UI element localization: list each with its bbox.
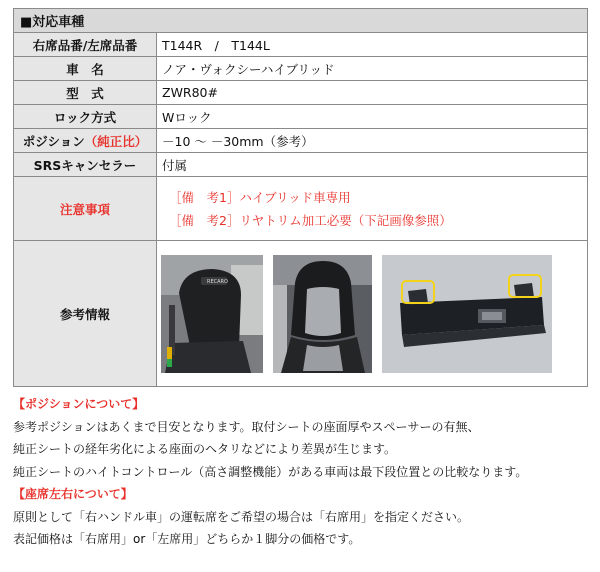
text-line: 純正シートの経年劣化による座面のヘタリなどにより差異が生じます。 [13,442,397,456]
rear-trim-photo [382,255,552,373]
text-line: 表記価格は「右席用」or「左席用」どちらか１脚分の価格です。 [13,532,361,546]
table-row [14,129,588,153]
table-row [14,241,588,387]
car-name-value: ノア・ヴォクシーハイブリッド [157,57,588,81]
position-heading: 【ポジションについて】 [13,397,145,411]
table-row [14,57,588,81]
notes-label: 注意事項 [14,177,157,241]
lock-type-value: Wロック [157,105,588,129]
position-label-accent: （純正比） [84,133,148,149]
note-item: ［備 考1］ハイブリッド車専用 [169,189,351,205]
part-number-value: T144R / T144L [157,33,588,57]
model-code-label: 型 式 [14,81,157,105]
reference-label: 参考情報 [14,241,157,387]
notes-text [13,393,587,551]
seat-side-heading: 【座席左右について】 [13,487,133,501]
table-row [14,177,588,241]
srs-canceller-label: SRSキャンセラー [14,153,157,177]
lock-type-label: ロック方式 [14,105,157,129]
compatibility-table [13,8,588,387]
text-line: 参考ポジションはあくまで目安となります。取付シートの座面厚やスペーサーの有無、 [13,419,480,434]
text-line: 純正シートのハイトコントロール（高さ調整機能）がある車両は最下段位置との比較なります。 [13,464,528,479]
spec-sheet [13,8,587,551]
text-line: 原則として「右ハンドル車」の運転席をご希望の場合は「右席用」を指定ください。 [13,509,470,524]
car-name-label: 車 名 [14,57,157,81]
position-value: －10 ～ －30mm（参考） [157,129,588,153]
part-number-label: 右席品番/左席品番 [14,33,157,57]
table-row [14,81,588,105]
seat-photo-side [161,255,263,373]
model-code-value: ZWR80# [157,81,588,105]
table-header: ■対応車種 [14,9,588,33]
note-item: ［備 考2］リヤトリム加工必要（下記画像参照） [169,212,452,228]
srs-canceller-value: 付属 [157,153,588,177]
svg-text:RECARO: RECARO [207,278,228,285]
reference-photos [157,241,588,387]
seat-photo-front [273,255,372,373]
position-label [14,129,157,153]
table-row [14,153,588,177]
position-label-main: ポジション [22,133,85,149]
table-row [14,105,588,129]
table-row [14,33,588,57]
notes-value [157,177,588,241]
